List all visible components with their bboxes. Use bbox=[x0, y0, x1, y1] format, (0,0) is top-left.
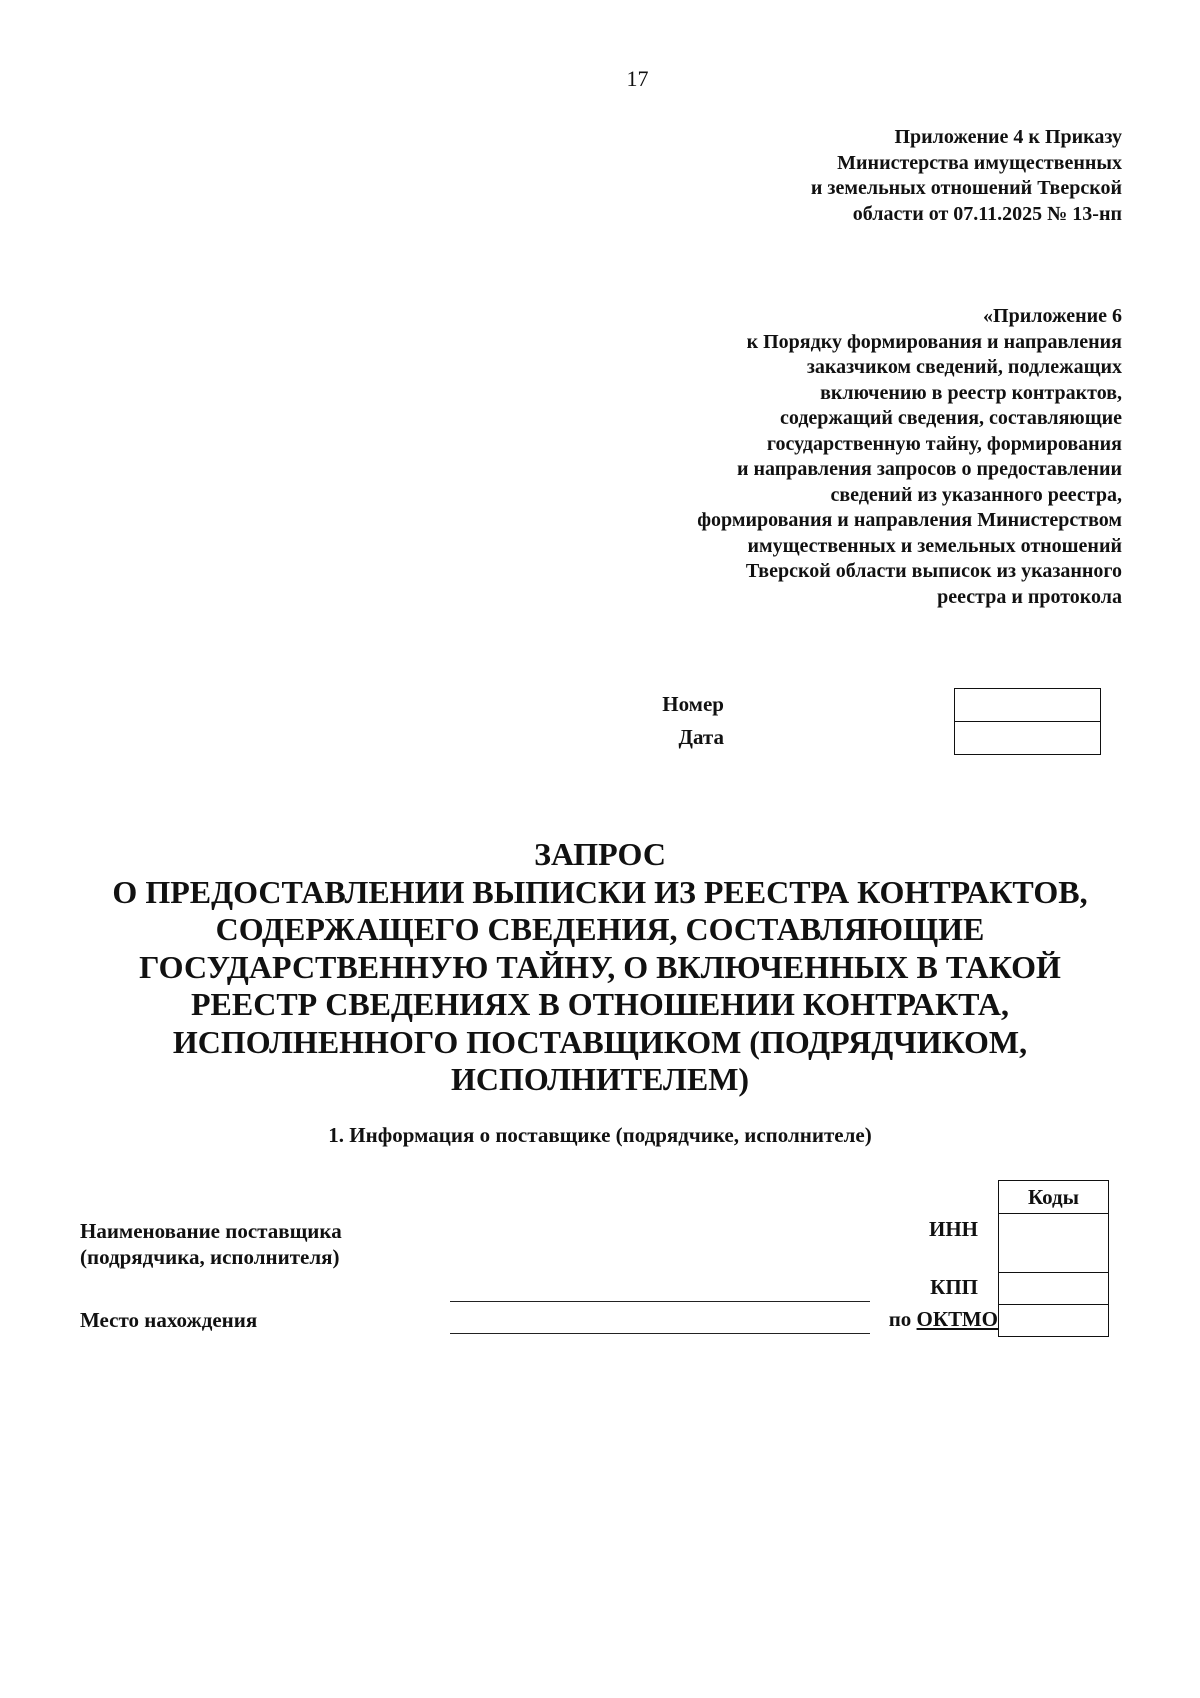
title-line: ГОСУДАРСТВЕННУЮ ТАЙНУ, О ВКЛЮЧЕННЫХ В ТАКОЙ bbox=[139, 948, 1061, 985]
number-field[interactable] bbox=[954, 688, 1101, 722]
appendix-6-line: сведений из указанного реестра, bbox=[830, 483, 1122, 506]
title-line: ИСПОЛНИТЕЛЕМ) bbox=[450, 1061, 750, 1097]
appendix-order-reference bbox=[811, 125, 1122, 227]
oktmo-code-cell[interactable] bbox=[999, 1305, 1109, 1337]
appendix-order-line: Приложение 4 к Приказу bbox=[894, 126, 1122, 148]
appendix-6-line: реестра и протокола bbox=[937, 585, 1122, 608]
date-field[interactable] bbox=[954, 721, 1101, 755]
appendix-order-line: Министерства имущественных bbox=[837, 151, 1122, 174]
appendix-6-line: государственную тайну, формирования bbox=[766, 432, 1122, 455]
oktmo-prefix: по bbox=[888, 1307, 912, 1331]
title-line: РЕЕСТР СВЕДЕНИЯХ В ОТНОШЕНИИ КОНТРАКТА, bbox=[190, 986, 1010, 1022]
codes-table bbox=[998, 1180, 1109, 1337]
page-number: 17 bbox=[626, 66, 649, 91]
supplier-name-label-line: (подрядчика, исполнителя) bbox=[80, 1245, 340, 1269]
inn-label: ИНН bbox=[928, 1217, 978, 1241]
date-label: Дата bbox=[678, 725, 724, 749]
appendix-order-line: области от 07.11.2025 № 13-нп bbox=[852, 202, 1122, 225]
title-line: СОДЕРЖАЩЕГО СВЕДЕНИЯ, СОСТАВЛЯЮЩИЕ bbox=[215, 911, 985, 947]
kpp-label: КПП bbox=[930, 1275, 978, 1299]
appendix-6-line: и направления запросов о предоставлении bbox=[736, 458, 1122, 480]
appendix-6-line: формирования и направления Министерством bbox=[697, 509, 1122, 531]
appendix-order-line: и земельных отношений Тверской bbox=[810, 177, 1122, 199]
location-field[interactable] bbox=[450, 1333, 870, 1334]
section-1-heading: 1. Информация о поставщике (подрядчике, исполнителе) bbox=[328, 1123, 872, 1147]
appendix-6-reference bbox=[697, 304, 1122, 610]
title-line: ЗАПРОС bbox=[534, 836, 666, 872]
appendix-6-line: «Приложение 6 bbox=[983, 305, 1122, 327]
oktmo-label bbox=[889, 1307, 998, 1332]
codes-header: Коды bbox=[999, 1181, 1109, 1214]
appendix-6-line: содержащий сведения, составляющие bbox=[780, 407, 1122, 429]
oktmo-link[interactable]: ОКТМО bbox=[916, 1307, 998, 1331]
title-line: О ПРЕДОСТАВЛЕНИИ ВЫПИСКИ ИЗ РЕЕСТРА КОНТРАКТОВ, bbox=[112, 873, 1088, 910]
appendix-6-line: включению в реестр контрактов, bbox=[820, 381, 1122, 404]
inn-code-cell[interactable] bbox=[999, 1214, 1109, 1273]
supplier-name-label-line: Наименование поставщика bbox=[80, 1219, 342, 1243]
document-title bbox=[0, 836, 1200, 1099]
supplier-name-field[interactable] bbox=[450, 1301, 870, 1302]
appendix-6-line: имущественных и земельных отношений bbox=[747, 534, 1122, 557]
kpp-code-cell[interactable] bbox=[999, 1273, 1109, 1305]
appendix-6-line: Тверской области выписок из указанного bbox=[745, 560, 1122, 582]
location-label: Место нахождения bbox=[80, 1308, 258, 1332]
appendix-6-line: заказчиком сведений, подлежащих bbox=[806, 356, 1122, 378]
number-label: Номер bbox=[662, 692, 724, 716]
supplier-name-label bbox=[80, 1218, 342, 1270]
appendix-6-line: к Порядку формирования и направления bbox=[746, 330, 1122, 353]
title-line: ИСПОЛНЕННОГО ПОСТАВЩИКОМ (ПОДРЯДЧИКОМ, bbox=[172, 1023, 1028, 1060]
